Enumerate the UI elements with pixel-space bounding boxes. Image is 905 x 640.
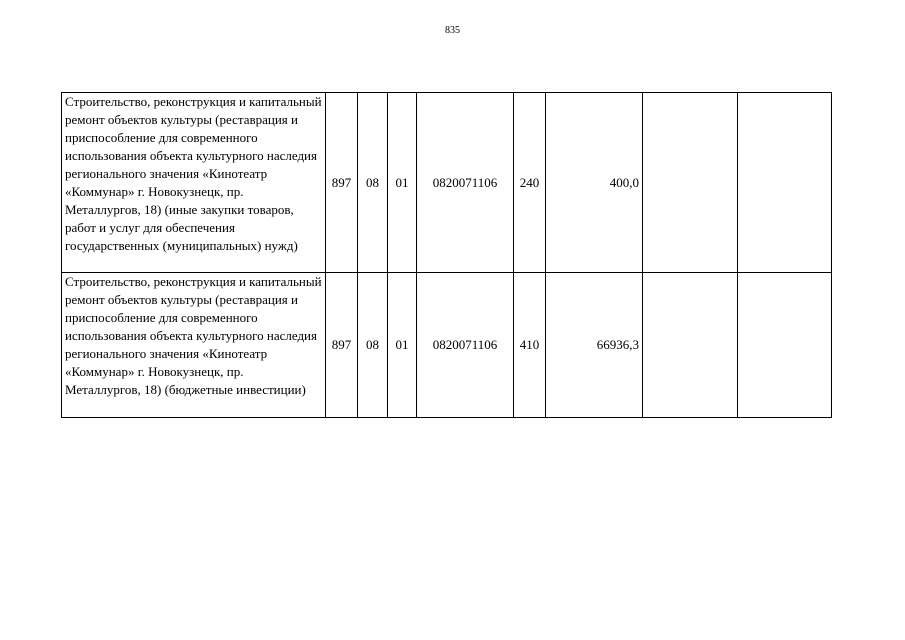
table-row [62, 273, 832, 418]
empty-cell [643, 273, 738, 418]
target-article-cell: 0820071106 [417, 93, 514, 273]
expense-type-cell: 410 [514, 273, 546, 418]
section-code-cell: 08 [358, 273, 388, 418]
budget-table [61, 92, 832, 418]
ministry-code-cell: 897 [326, 93, 358, 273]
expense-name-cell: Строительство, реконструкция и капитальный ремонт объектов культуры (реставрация и приспособление для современного использования объекта культурного наследия регионального значения «Кинотеатр «Коммунар» г. Новокузнецк, пр. Металлургов, 18) (иные закупки товаров, работ и услуг для обеспечения государственных (муниципальных) нужд) [62, 93, 326, 273]
subsection-code-cell: 01 [388, 93, 417, 273]
empty-cell [738, 273, 832, 418]
subsection-code-cell: 01 [388, 273, 417, 418]
amount-cell: 400,0 [546, 93, 643, 273]
expense-type-cell: 240 [514, 93, 546, 273]
expense-name-cell: Строительство, реконструкция и капитальный ремонт объектов культуры (реставрация и приспособление для современного использования объекта культурного наследия регионального значения «Кинотеатр «Коммунар» г. Новокузнецк, пр. Металлургов, 18) (бюджетные инвестиции) [62, 273, 326, 418]
section-code-cell: 08 [358, 93, 388, 273]
empty-cell [738, 93, 832, 273]
table-row [62, 93, 832, 273]
page-number: 835 [445, 25, 460, 36]
empty-cell [643, 93, 738, 273]
target-article-cell: 0820071106 [417, 273, 514, 418]
ministry-code-cell: 897 [326, 273, 358, 418]
amount-cell: 66936,3 [546, 273, 643, 418]
